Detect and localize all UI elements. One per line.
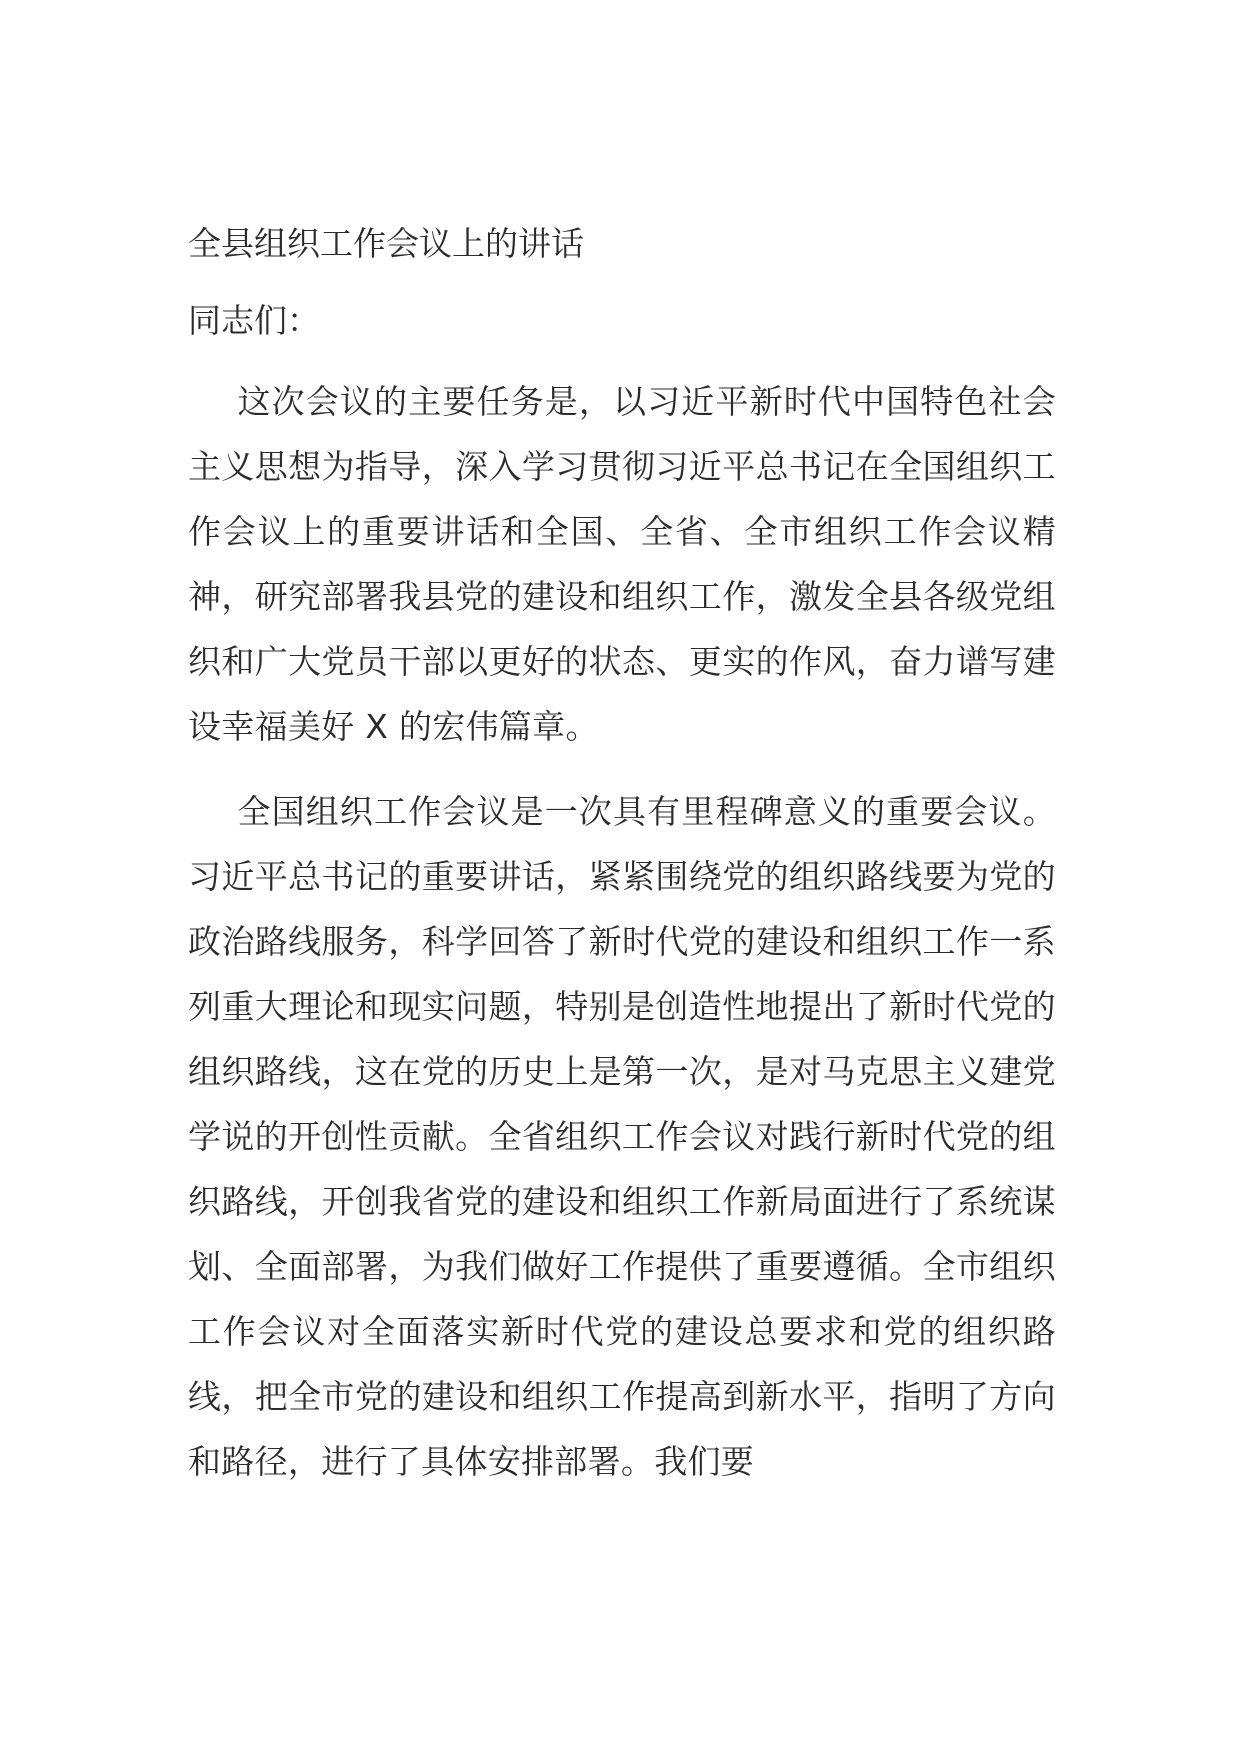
document-title: 全县组织工作会议上的讲话 <box>188 224 584 263</box>
body-paragraph-2: 全国组织工作会议是一次具有里程碑意义的重要会议。习近平总书记的重要讲话，紧紧围绕党的组织路线要为党的政治路线服务，科学回答了新时代党的建设和组织工作一系列重大理论和现实问题，特别是创造性地提出了新时代党的组织路线，这在党的历史上是第一次，是对马克思主义建党学说的开创性贡献。全省组织工作会议对践行新时代党的组织路线，开创我省党的建设和组织工作新局面进行了系统谋划、全面部署，为我们做好工作提供了重要遵循。全市组织工作会议对全面落实新时代党的建设总要求和党的组织路线，把全市党的建设和组织工作提高到新水平，指明了方向和路径，进行了具体安排部署。我们要 <box>188 792 1056 1481</box>
body-paragraph-1: 这次会议的主要任务是，以习近平新时代中国特色社会主义思想为指导，深入学习贯彻习近平总书记在全国组织工作会议上的重要讲话和全国、全省、全市组织工作会议精神，研究部署我县党的建设和组织工作，激发全县各级党组织和广大党员干部以更好的状态、更实的作风，奋力谱写建设幸福美好 X 的宏伟篇章。 <box>188 382 1056 746</box>
salutation: 同志们： <box>188 301 320 340</box>
document-page <box>188 218 1056 1494</box>
